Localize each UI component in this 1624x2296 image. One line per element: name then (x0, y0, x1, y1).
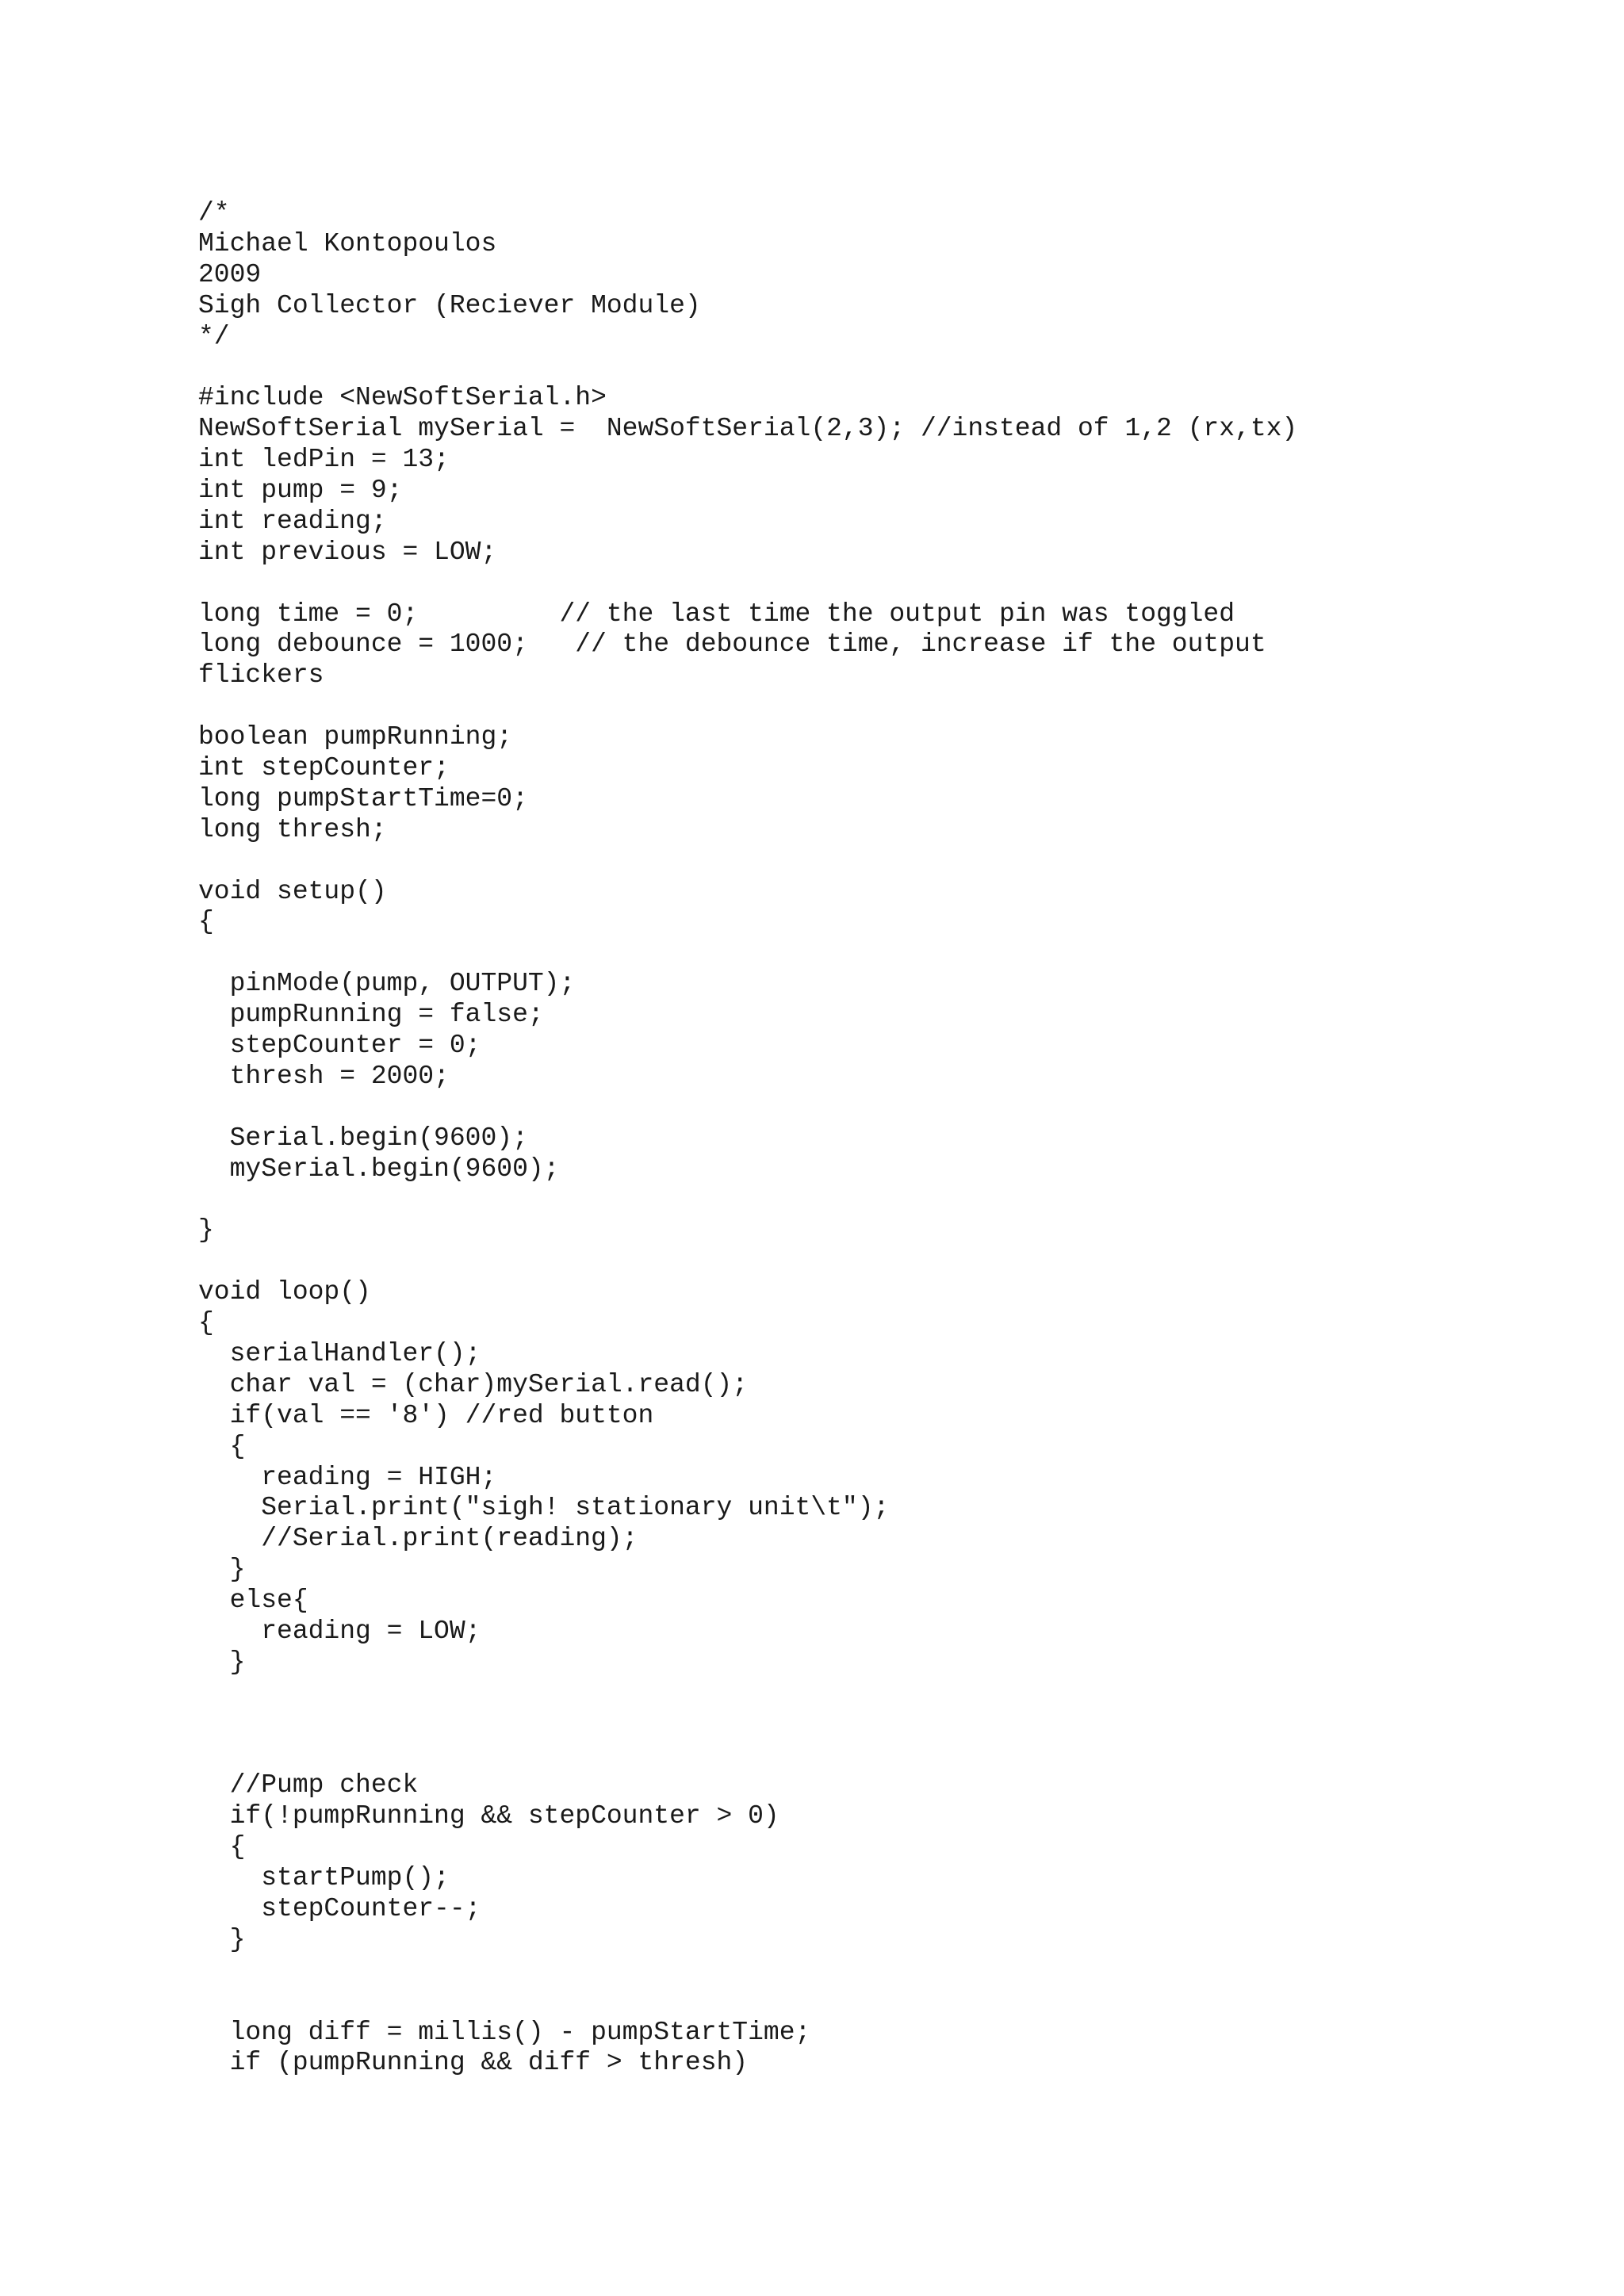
code-line: stepCounter = 0; (198, 1031, 481, 1061)
code-line (198, 352, 1297, 383)
code-line (198, 1740, 1297, 1771)
code-line: { (198, 907, 214, 937)
code-line: pumpRunning = false; (198, 1000, 544, 1030)
code-line: thresh = 2000; (198, 1061, 450, 1091)
code-line: } (198, 1215, 214, 1246)
code-line: reading = LOW; (198, 1616, 481, 1646)
code-line (198, 691, 1297, 722)
code-line: { (198, 1832, 246, 1862)
code-line: char val = (char)mySerial.read(); (198, 1369, 749, 1399)
code-line: serialHandler(); (198, 1338, 481, 1368)
code-line: */ (198, 321, 230, 351)
code-line: #include <NewSoftSerial.h> (198, 383, 607, 413)
code-line: Serial.print("sigh! stationary unit\t"); (198, 1493, 890, 1523)
code-line: } (198, 1647, 246, 1677)
code-line: } (198, 1924, 246, 1954)
code-line (198, 1709, 1297, 1740)
code-line: void loop() (198, 1277, 371, 1307)
code-line: long thresh; (198, 814, 387, 844)
code-line (198, 1678, 1297, 1709)
code-line: boolean pumpRunning; (198, 722, 513, 752)
code-line: Serial.begin(9600); (198, 1123, 528, 1153)
code-line: reading = HIGH; (198, 1462, 497, 1492)
code-line: { (198, 1431, 246, 1461)
code-line: if(val == '8') //red button (198, 1400, 654, 1430)
code-line: stepCounter--; (198, 1893, 481, 1923)
code-line: long diff = millis() - pumpStartTime; (198, 2017, 811, 2047)
code-line: int reading; (198, 506, 387, 536)
code-line: /* (198, 198, 230, 228)
code-line: int stepCounter; (198, 753, 450, 783)
code-line: if (pumpRunning && diff > thresh) (198, 2048, 749, 2078)
code-line: if(!pumpRunning && stepCounter > 0) (198, 1801, 779, 1831)
code-line: long time = 0; // the last time the output pin was toggled (198, 599, 1235, 629)
code-line (198, 1246, 1297, 1277)
code-line: startPump(); (198, 1863, 450, 1893)
code-line: int pump = 9; (198, 476, 403, 506)
code-line: Sigh Collector (Reciever Module) (198, 290, 701, 320)
code-line (198, 1093, 1297, 1123)
code-line: int ledPin = 13; (198, 445, 450, 475)
code-line (198, 846, 1297, 877)
code-line: //Serial.print(reading); (198, 1524, 638, 1554)
code-line (198, 568, 1297, 599)
code-line (198, 1185, 1297, 1216)
code-line: int previous = LOW; (198, 537, 497, 567)
code-line: 2009 (198, 259, 262, 289)
code-line (198, 1987, 1297, 2018)
code-line: flickers (198, 660, 324, 691)
code-line: mySerial.begin(9600); (198, 1154, 560, 1184)
code-line: NewSoftSerial mySerial = NewSoftSerial(2,3); //instead of 1,2 (rx,tx) (198, 414, 1298, 444)
code-line: else{ (198, 1586, 308, 1616)
source-code-listing (198, 198, 1297, 2079)
code-line: void setup() (198, 876, 387, 906)
code-line (198, 938, 1297, 969)
code-line: pinMode(pump, OUTPUT); (198, 969, 576, 999)
code-line: long pumpStartTime=0; (198, 783, 528, 813)
code-line: long debounce = 1000; // the debounce time, increase if the output (198, 629, 1266, 660)
code-line: } (198, 1555, 246, 1585)
code-line: Michael Kontopoulos (198, 228, 497, 258)
code-line (198, 1956, 1297, 1987)
code-line: { (198, 1308, 214, 1338)
code-line: //Pump check (198, 1770, 419, 1800)
